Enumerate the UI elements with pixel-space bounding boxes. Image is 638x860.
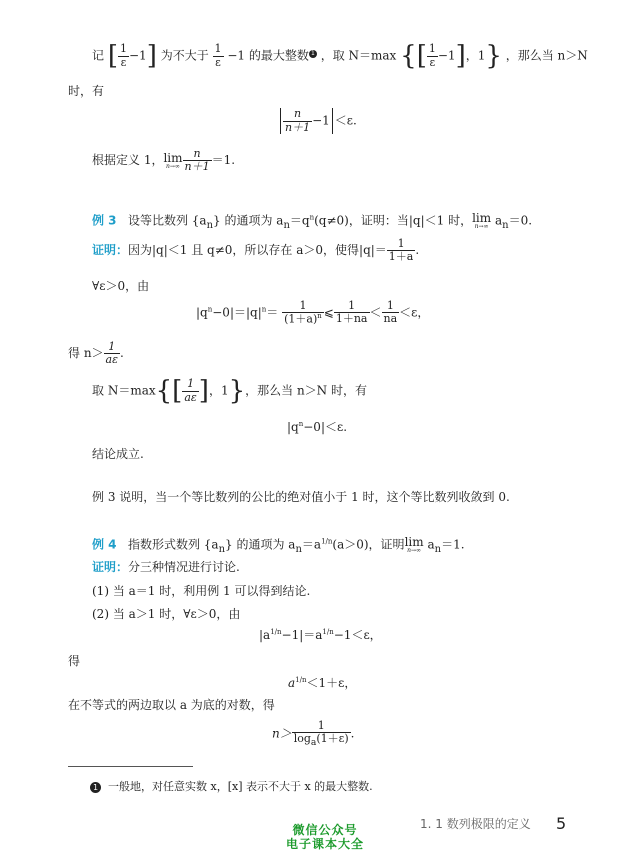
frac-num: 1	[182, 378, 198, 391]
watermark-line2: 电子课本大全	[285, 837, 364, 852]
eq2-lhs2: −0|＝|q|	[212, 305, 262, 320]
eq6-frac	[292, 720, 351, 748]
example4-line	[92, 536, 465, 556]
eq2-lhs2-sup: n	[261, 305, 267, 314]
eq3-sup: n	[298, 420, 304, 428]
ex4-text2: } 的通项为 a	[225, 537, 296, 552]
ex4-text5: a	[427, 537, 435, 552]
eq1-frac	[283, 108, 312, 133]
eq3-rhs: −0|＜ε.	[303, 420, 348, 434]
frac-num: 1	[292, 720, 351, 733]
ex3-text1: 设等比数列 {a	[127, 213, 207, 228]
frac-den	[292, 733, 351, 748]
ex4-text4: (a＞0)，证明	[332, 537, 405, 552]
brace-left: {	[400, 41, 417, 71]
frac-den: na	[383, 312, 398, 326]
eq4-sup: 1/n	[270, 628, 282, 636]
ex3-text3: ＝q	[289, 213, 310, 228]
lim-sub: n→∞	[166, 162, 180, 170]
eq2-lhs: |q	[196, 305, 208, 320]
forall-line: ∀ε＞0，由	[92, 279, 150, 293]
ex4-sub-3: n	[434, 543, 442, 555]
floor-bracket-left: [	[107, 41, 118, 71]
brace-left-2: {	[155, 376, 173, 406]
frac-den: aε	[105, 353, 119, 367]
floor-bracket-left-2: [	[416, 41, 427, 71]
lim-word: lim	[404, 535, 424, 549]
para2-tail: ＝1.	[211, 153, 236, 168]
ex3-text6: ＝0.	[508, 213, 533, 228]
para2-pre: 根据定义 1，	[92, 153, 164, 168]
limit-operator	[163, 152, 182, 170]
proof3-text: 因为|q|＜1 且 q≠0，所以存在 a＞0，使得|q|＝	[128, 243, 387, 258]
frac-den: aε	[184, 390, 197, 404]
log-tail: (1＋ε)	[316, 732, 349, 746]
minus-one: −1	[437, 48, 456, 63]
floor-bracket-left-3: [	[172, 376, 183, 406]
eq6-tail: .	[350, 726, 355, 741]
eq4	[259, 628, 382, 642]
abs-bar-right	[332, 108, 333, 134]
case1-line: (1) 当 a＝1 时，利用例 1 可以得到结论.	[92, 584, 311, 598]
footnote	[90, 780, 373, 793]
minus-one: −1	[129, 48, 147, 63]
proof3-line	[92, 238, 419, 263]
frac-num: 1	[120, 42, 127, 56]
ex3-text4: (q≠0)，证明：当|q|＜1 时，	[314, 213, 473, 228]
watermark-line1: 微信公众号	[292, 823, 358, 837]
ex4-text1: 指数形式数列 {a	[127, 537, 219, 552]
ex4-sub-2: n	[295, 543, 302, 555]
proof4-line	[92, 560, 240, 574]
take-frac	[182, 378, 198, 403]
eq3-lhs: |q	[287, 420, 299, 434]
frac-den	[282, 313, 324, 326]
take-set-tail: ，1	[208, 383, 229, 398]
eq3	[287, 420, 347, 434]
ex4-text6: ＝1.	[441, 537, 465, 552]
take-line	[92, 378, 367, 404]
eq6	[272, 720, 355, 748]
eq2-eq: ＝	[266, 305, 279, 320]
para1-mid3: ，取 N＝max	[320, 48, 397, 63]
footnote-mark: 1	[90, 782, 101, 793]
proof4-text: 分三种情况进行讨论.	[128, 560, 240, 574]
lim-sub: n→∞	[407, 547, 422, 554]
eq2-lt2: ＜ε，	[399, 305, 430, 320]
footnote-ref[interactable]: 1	[309, 50, 317, 58]
frac-1-eps-3	[427, 43, 438, 68]
frac-num: 1	[214, 42, 222, 56]
de1-line	[68, 341, 124, 366]
case2-line: (2) 当 a＞1 时，∀ε＞0，由	[92, 607, 241, 621]
lim-word: lim	[472, 211, 492, 225]
eq5-lhs: a	[288, 676, 296, 690]
eq2-frac3	[382, 300, 400, 325]
de1-frac	[104, 341, 120, 366]
para1-pre: 记	[92, 48, 105, 63]
floor-bracket-right: ]	[146, 41, 157, 71]
frac-num: 1	[334, 300, 370, 313]
log-line: 在不等式的两边取以 a 为底的对数，得	[68, 698, 275, 712]
frac-num: 1	[104, 341, 120, 354]
proof3-label: 证明：	[92, 243, 129, 258]
frac-num: 1	[387, 238, 416, 251]
limit-operator-2	[472, 212, 491, 230]
eq6-pre: n＞	[272, 726, 292, 741]
proof4-label: 证明：	[92, 560, 129, 574]
brace-right-2: }	[228, 376, 246, 406]
take-tail: ，那么当 n＞N 时，有	[245, 383, 367, 398]
eq2-lt1: ＜	[369, 305, 382, 320]
eq5-sup: 1/n	[295, 676, 307, 684]
ex4-text3: ＝a	[301, 537, 322, 552]
footnote-rule	[68, 766, 193, 767]
ex3-sub: n	[206, 219, 214, 231]
example3-line	[92, 212, 532, 232]
eq4-sup2: 1/n	[322, 628, 334, 636]
eq4-tail: −1＜ε，	[333, 628, 382, 642]
frac-den-sup: n	[317, 312, 322, 321]
frac-1-eps	[118, 43, 129, 68]
eq2-frac1	[282, 300, 324, 326]
eq2-le: ⩽	[323, 305, 334, 320]
proof3-tail: .	[415, 243, 420, 258]
eq1-tail: −1	[312, 113, 330, 128]
frac-den-text: (1＋a)	[284, 312, 318, 326]
example3-label: 例 3	[92, 213, 117, 228]
limit-operator-3	[405, 536, 424, 554]
ex4-sup: 1/n	[321, 537, 333, 546]
eq4-lhs: |a	[259, 628, 271, 642]
floor-bracket-right-2: ]	[455, 41, 466, 71]
ex3-sub-3: n	[502, 219, 509, 231]
para1-mid2: −1 的最大整数	[227, 48, 309, 63]
frac-num: 1	[282, 300, 324, 313]
brace-right: }	[485, 41, 502, 71]
frac-num: 1	[428, 42, 436, 56]
conclusion-line: 结论成立.	[92, 447, 144, 461]
eq1	[278, 108, 357, 134]
log-word: log	[293, 732, 311, 746]
frac-num: 1	[382, 300, 400, 313]
footnote-text: 一般地，对任意实数 x，[x] 表示不大于 x 的最大整数.	[108, 780, 373, 793]
eq2-lhs-sup: n	[207, 305, 213, 314]
para1-mid4: ，那么当 n＞N	[505, 48, 588, 63]
frac-den: n＋1	[184, 160, 210, 174]
para2-frac	[183, 148, 212, 173]
proof3-frac	[387, 238, 416, 263]
example4-label: 例 4	[92, 537, 117, 552]
frac-den: 1＋a	[388, 250, 414, 264]
log-sub: a	[310, 737, 317, 749]
para2-line	[92, 148, 235, 173]
eq2	[196, 300, 429, 326]
lim-word: lim	[163, 150, 183, 165]
section-title: 1. 1 数列极限的定义	[420, 817, 531, 831]
frac-1-eps-2	[213, 43, 224, 68]
frac-num: n	[183, 148, 212, 161]
lim-sub: n→∞	[474, 223, 489, 230]
watermark	[270, 823, 380, 852]
eq2-frac2	[334, 300, 370, 325]
ex3-sub-2: n	[283, 219, 290, 231]
para1-line	[92, 43, 588, 69]
floor-bracket-right-3: ]	[198, 376, 209, 406]
eq5-tail: ＜1＋ε，	[306, 676, 357, 690]
de1-pre: 得 n＞	[68, 346, 104, 361]
ex4-sub: n	[218, 543, 226, 555]
para1b-line: 时，有	[68, 84, 105, 98]
frac-den: n＋1	[285, 120, 311, 134]
de1-tail: .	[120, 346, 124, 361]
ex3-text2: } 的通项为 a	[213, 213, 284, 228]
abs-bar-left	[280, 108, 281, 134]
de2-line: 得	[68, 654, 81, 668]
frac-den: 1＋na	[335, 312, 368, 326]
ex3-text5: a	[494, 213, 503, 228]
frac-den: ε	[120, 55, 127, 69]
remark-line: 例 3 说明，当一个等比数列的公比的绝对值小于 1 时，这个等比数列收敛到 0.	[92, 490, 510, 504]
frac-den: ε	[215, 55, 221, 69]
eq4-rhs: −1|＝a	[281, 628, 323, 642]
page-number: 5	[556, 814, 567, 833]
frac-den: ε	[429, 55, 436, 69]
eq1-rel: ＜ε.	[334, 113, 357, 128]
eq5	[288, 676, 356, 690]
para1-mid1: 为不大于	[160, 48, 209, 63]
ex3-sup: n	[309, 213, 315, 222]
frac-num: n	[283, 108, 312, 121]
take-pre: 取 N＝max	[92, 383, 156, 398]
set-tail: ，1	[465, 48, 486, 63]
